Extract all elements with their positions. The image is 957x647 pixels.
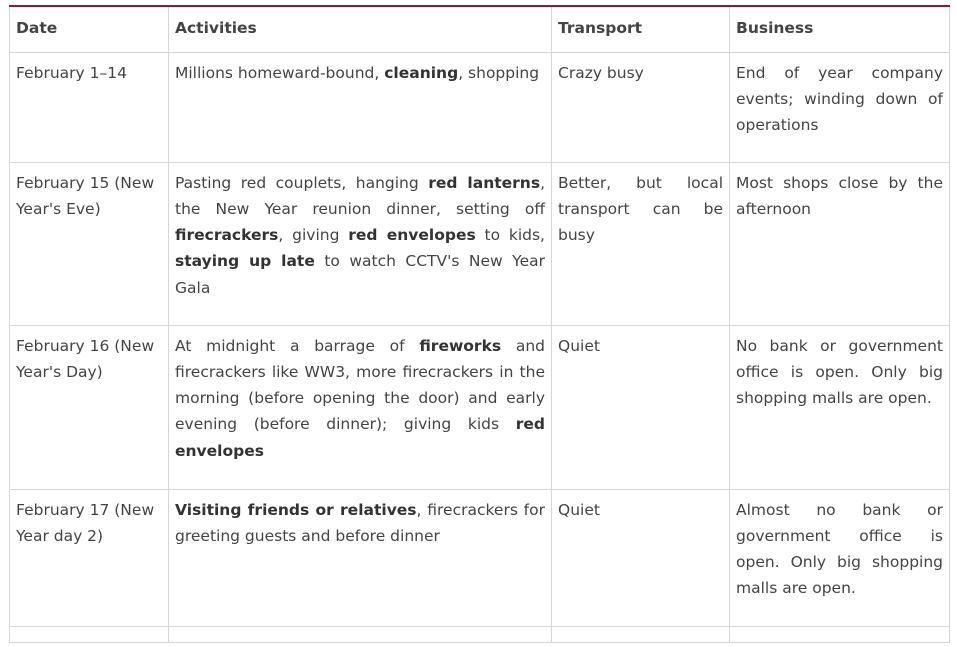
- emphasized-text: cleaning: [384, 63, 459, 82]
- emphasized-text: red envelopes: [175, 415, 545, 460]
- cell-business: End of year company events; winding down of operations: [730, 52, 950, 162]
- table-header-row: [10, 6, 950, 52]
- cell-activities: [169, 325, 552, 489]
- text-segment: to watch CCTV's New Year Gala: [175, 252, 545, 297]
- cell-transport: Quiet: [552, 325, 730, 489]
- text-segment: At midnight a barrage of: [175, 336, 420, 355]
- text-segment: , firecrackers for greeting guests and before dinner: [175, 500, 545, 545]
- cell-date: February 1–14: [10, 52, 169, 162]
- text-segment: , shopping: [458, 63, 540, 82]
- table-row: [10, 52, 950, 162]
- cell-transport: Quiet: [552, 489, 730, 626]
- table-row: [10, 162, 950, 325]
- header-business: Business: [730, 6, 950, 52]
- emphasized-text: firecrackers: [175, 226, 279, 245]
- cell-business: No bank or government office is open. Only big shopping malls are open.: [730, 325, 950, 489]
- header-date: Date: [10, 6, 169, 52]
- emphasized-text: fireworks: [419, 336, 502, 355]
- text-segment: Pasting red couplets, hanging: [175, 173, 429, 192]
- header-activities: Activities: [169, 6, 552, 52]
- text-segment: and firecrackers like WW3, more firecrackers in the morning (before opening the door) and early evening (before dinner); giving kids: [175, 336, 546, 434]
- text-segment: Millions homeward-bound,: [175, 63, 385, 82]
- cell-date: February 17 (New Year day 2): [10, 489, 169, 626]
- text-segment: to kids,: [475, 226, 545, 245]
- cell-date: February 16 (New Year's Day): [10, 325, 169, 489]
- cell-activities: [169, 489, 552, 626]
- cell-activities: [169, 52, 552, 162]
- cell-business: Almost no bank or government office is open. Only big shopping malls are open.: [730, 489, 950, 626]
- emphasized-text: red envelopes: [348, 226, 476, 245]
- holiday-schedule-table: [9, 5, 950, 643]
- header-transport: Transport: [552, 6, 730, 52]
- cell-transport: Crazy busy: [552, 52, 730, 162]
- text-segment: , the New Year reunion dinner, setting off: [175, 173, 545, 218]
- emphasized-text: staying up late: [175, 252, 315, 271]
- table-row: [10, 325, 950, 489]
- emphasized-text: red lanterns: [428, 173, 541, 192]
- cell-activities: [169, 162, 552, 325]
- emphasized-text: Visiting friends or relatives: [175, 500, 417, 519]
- text-segment: , giving: [278, 226, 349, 245]
- table-row: [10, 489, 950, 626]
- cell-business: Most shops close by the afternoon: [730, 162, 950, 325]
- holiday-schedule-table-wrap: [9, 5, 949, 643]
- cell-date: February 15 (New Year's Eve): [10, 162, 169, 325]
- cell-transport: Better, but local transport can be busy: [552, 162, 730, 325]
- table-row-partial: [10, 626, 950, 642]
